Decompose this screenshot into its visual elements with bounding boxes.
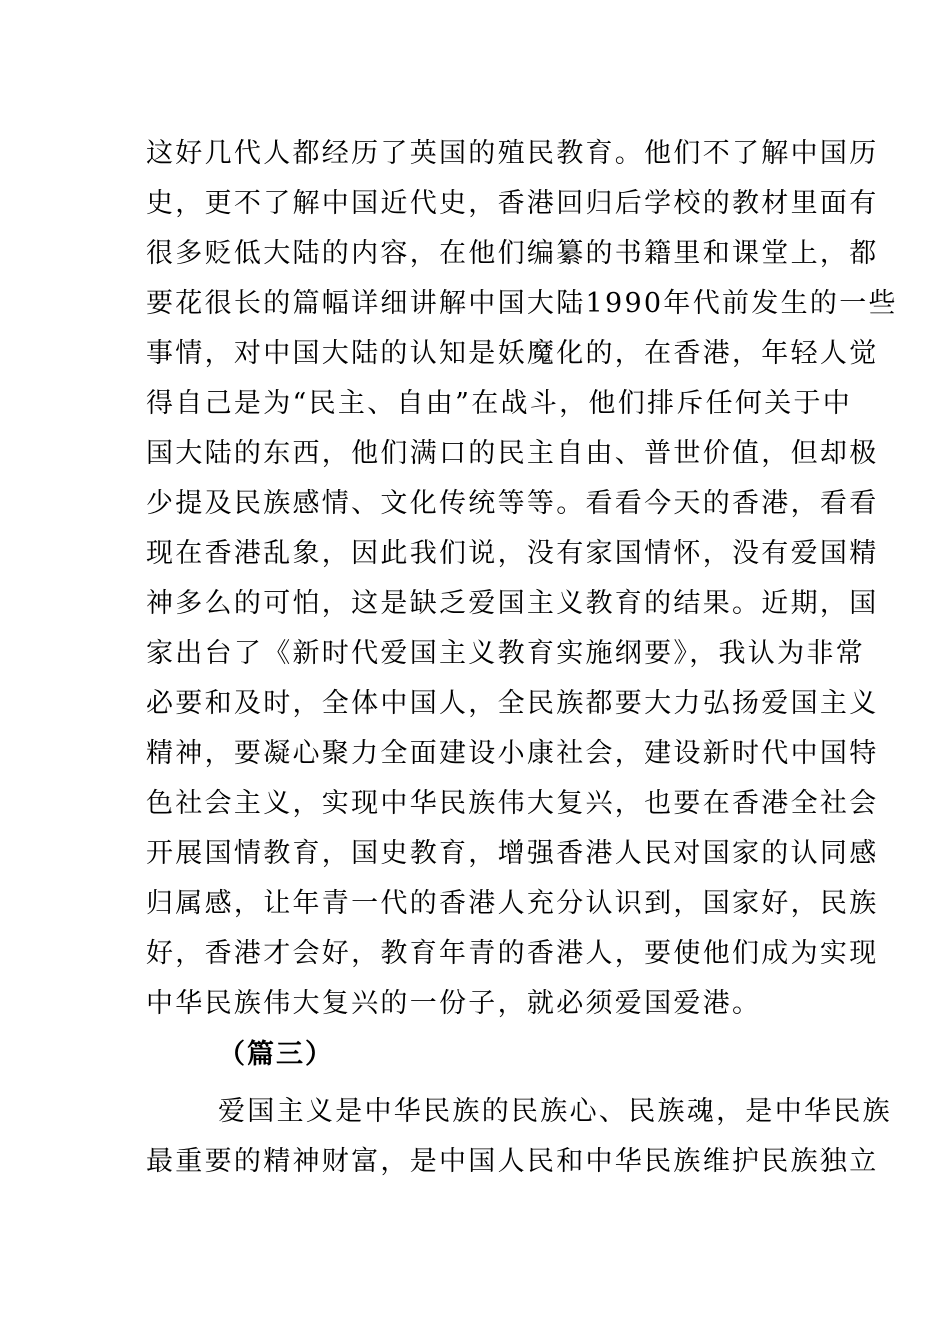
paragraph-line: 事情，对中国大陆的认知是妖魔化的，在香港，年轻人觉	[146, 338, 879, 369]
paragraph-line: 少提及民族感情、文化传统等等。看看今天的香港，看看	[146, 488, 879, 519]
paragraph-line: 中华民族伟大复兴的一份子，就必须爱国爱港。	[146, 988, 762, 1019]
paragraph-line: 色社会主义，实现中华民族伟大复兴，也要在香港全社会	[146, 788, 879, 819]
paragraph-line: 爱国主义是中华民族的民族心、民族魂，是中华民族	[218, 1096, 892, 1127]
paragraph-line: 这好几代人都经历了英国的殖民教育。他们不了解中国历	[146, 138, 879, 169]
paragraph-line: 要花很长的篇幅详细讲解中国大陆1990年代前发生的一些	[146, 288, 898, 319]
paragraph-line: 开展国情教育，国史教育，增强香港人民对国家的认同感	[146, 838, 879, 869]
paragraph-line: 好，香港才会好，教育年青的香港人，要使他们成为实现	[146, 938, 879, 969]
paragraph-line: 精神，要凝心聚力全面建设小康社会，建设新时代中国特	[146, 738, 879, 769]
paragraph-line: 神多么的可怕，这是缺乏爱国主义教育的结果。近期，国	[146, 588, 879, 619]
section-heading: （篇三）	[218, 1039, 334, 1070]
paragraph-line: 很多贬低大陆的内容，在他们编纂的书籍里和课堂上，都	[146, 238, 879, 269]
paragraph-line: 家出台了《新时代爱国主义教育实施纲要》，我认为非常	[146, 638, 865, 669]
paragraph-line: 史，更不了解中国近代史，香港回归后学校的教材里面有	[146, 188, 879, 219]
paragraph-line: 国大陆的东西，他们满口的民主自由、普世价值，但却极	[146, 438, 879, 469]
paragraph-line: 现在香港乱象，因此我们说，没有家国情怀，没有爱国精	[146, 538, 879, 569]
paragraph-line: 得自己是为“民主、自由”在战斗，他们排斥任何关于中	[146, 388, 853, 419]
paragraph-line: 最重要的精神财富，是中国人民和中华民族维护民族独立	[146, 1146, 879, 1177]
paragraph-line: 归属感，让年青一代的香港人充分认识到，国家好，民族	[146, 888, 879, 919]
paragraph-line: 必要和及时，全体中国人，全民族都要大力弘扬爱国主义	[146, 688, 879, 719]
